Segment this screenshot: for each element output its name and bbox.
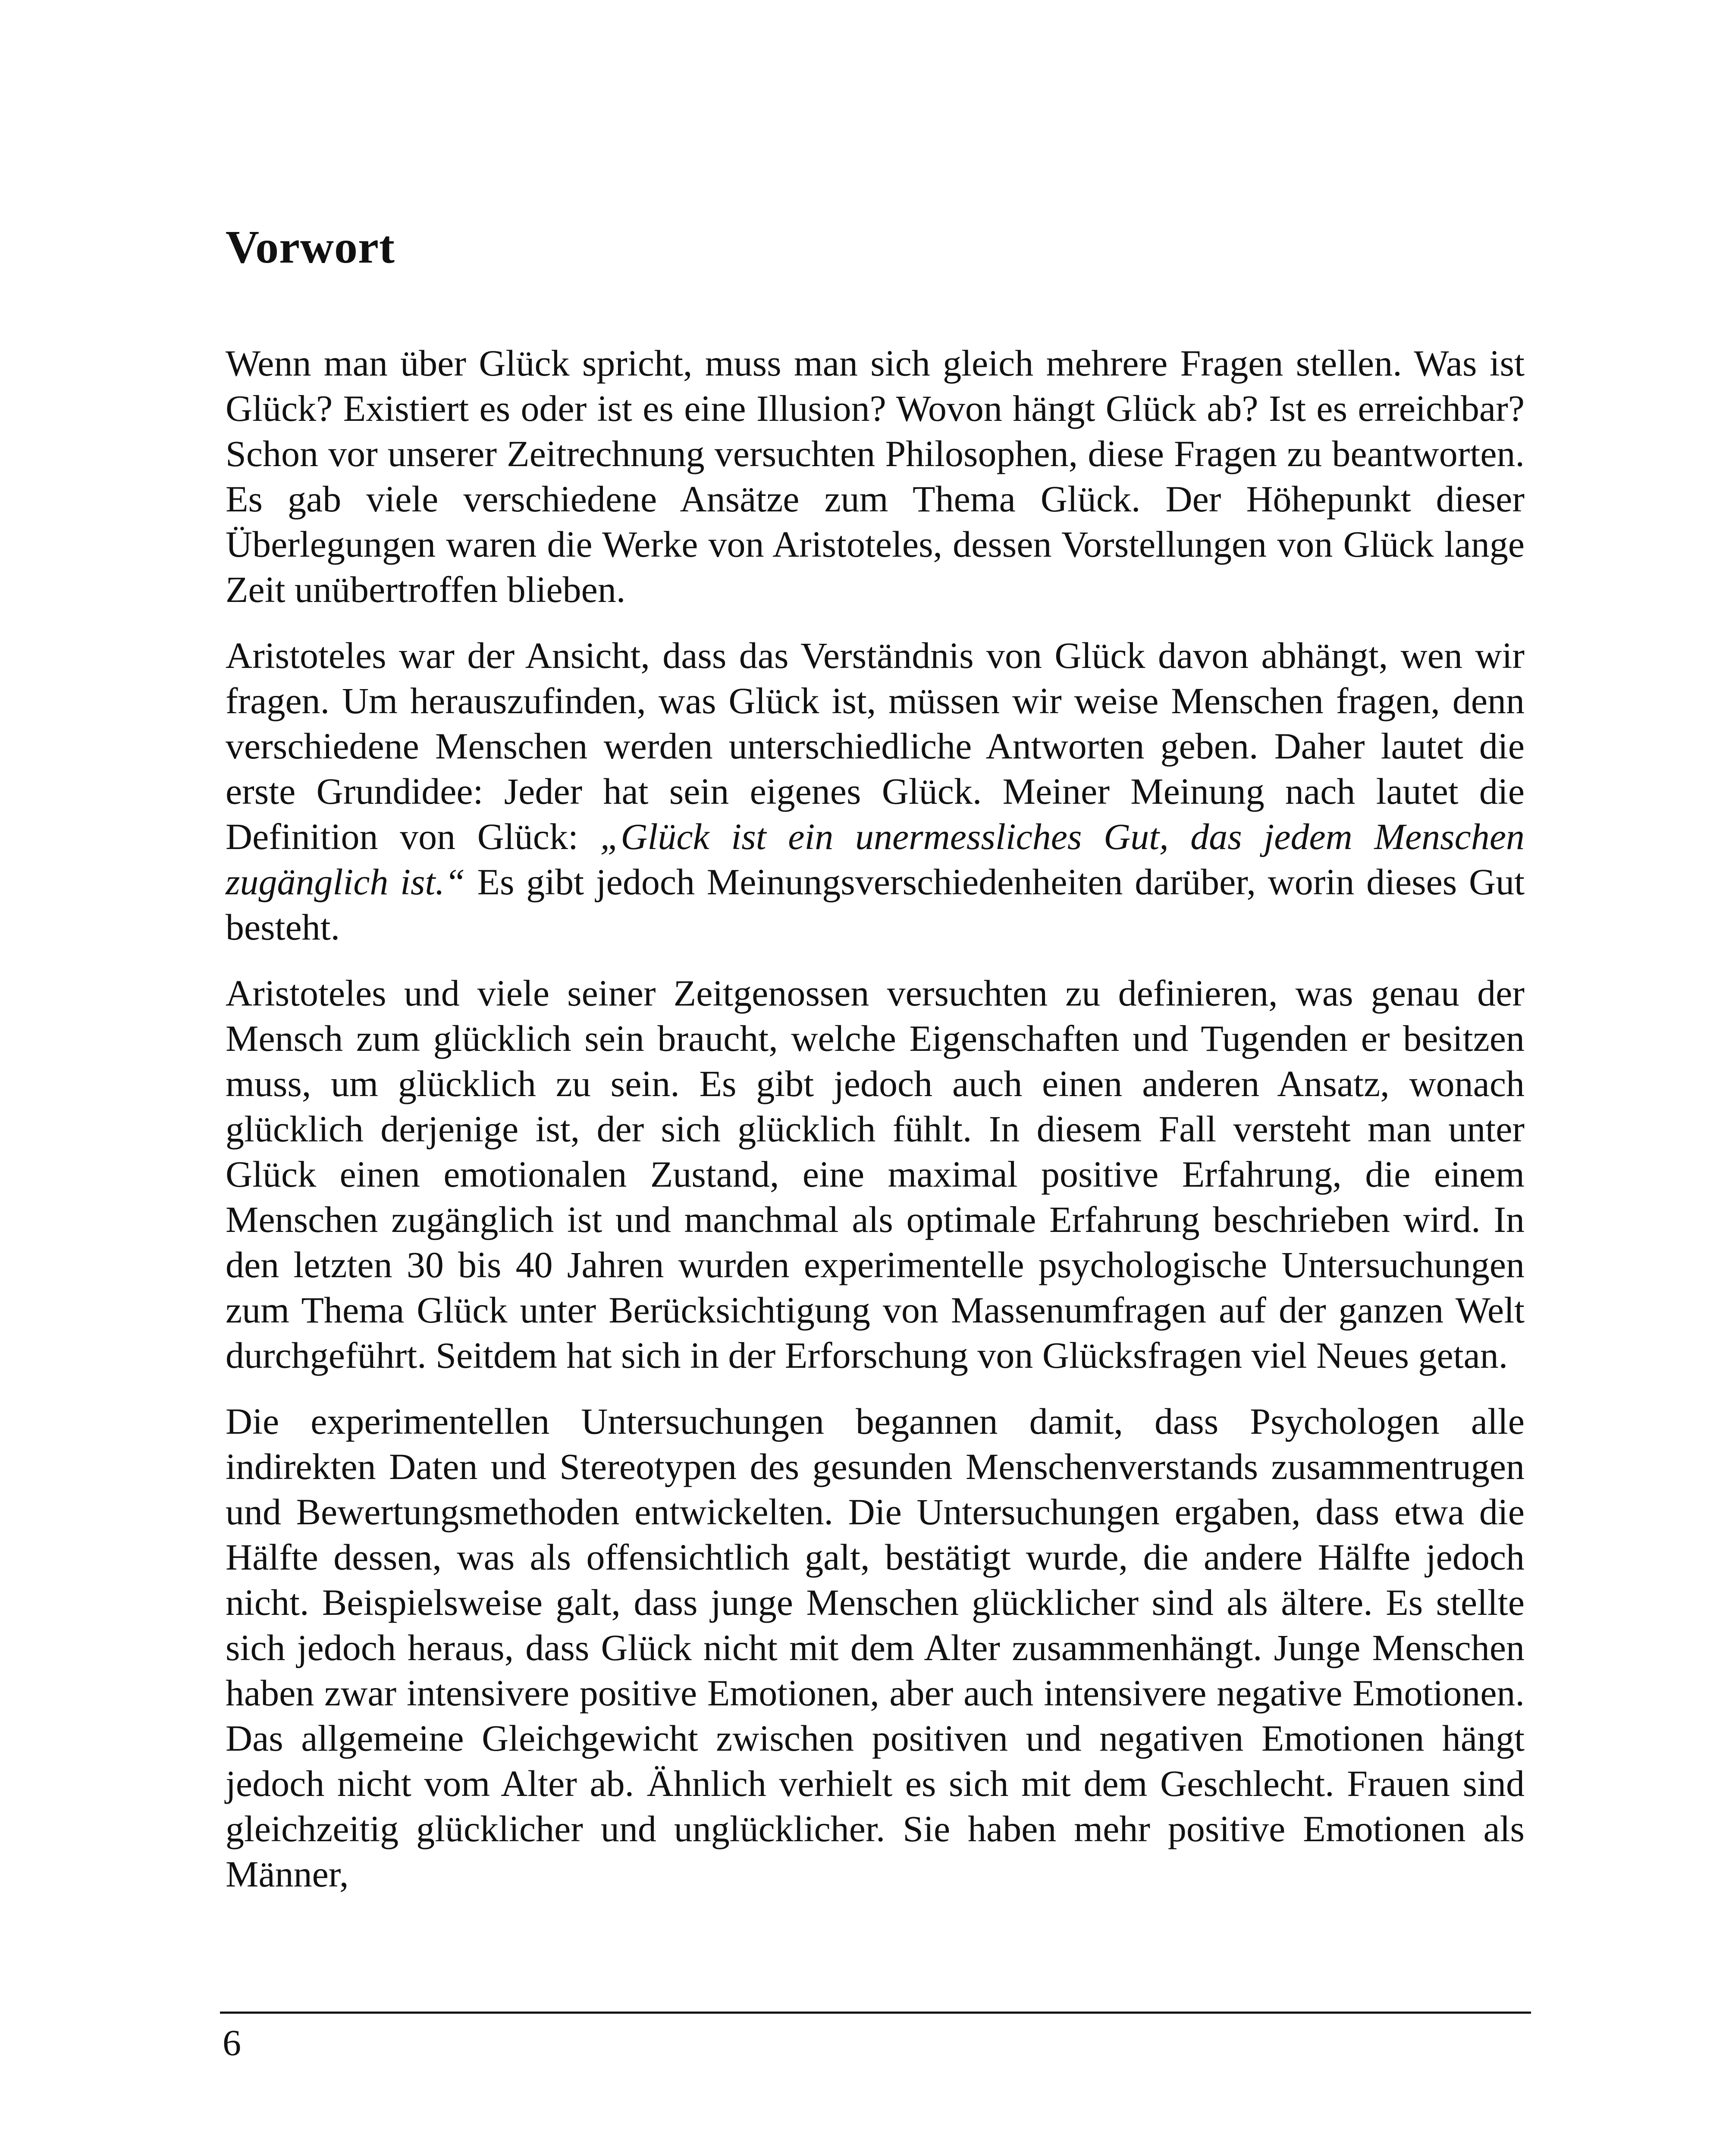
paragraph-1: Wenn man über Glück spricht, muss man sich gleich mehrere Fragen stellen. Was ist Glück? Existiert es oder ist es eine Illusion? Wovon hängt Glück ab? Ist es erreichbar? Schon vor unserer Zeitrechnung versuchten Philosophen, diese Fragen zu beantworten. Es gab viele verschiedene Ansätze zum Thema Glück. Der Höhepunkt dieser Überlegungen waren die Werke von Aristoteles, dessen Vorstellungen von Glück lange Zeit unübertroffen blieben. (226, 342, 1525, 610)
paragraph-2-text-before: Aristoteles war der Ansicht, dass das Verständnis von Glück davon abhängt, wen wir fragen. Um herauszufinden, was Glück ist, müssen wir weise Menschen fragen, denn verschiedene Menschen werden unterschiedliche Antworten geben. Daher lautet die erste Grundidee: Jeder hat sein eigenes Glück. Meiner Meinung nach lautet die Definition von Glück: (226, 635, 1525, 857)
paragraph-2 (226, 633, 1525, 950)
paragraph-2-quote: „Glück ist ein unermessliches Gut, das jedem Menschen zugänglich ist.“ (226, 816, 1525, 903)
footer-divider (220, 2012, 1531, 2014)
chapter-heading: Vorwort (226, 222, 395, 273)
page-number: 6 (223, 2022, 241, 2063)
paragraph-4: Die experimentellen Untersuchungen begannen damit, dass Psychologen alle indirekten Daten und Stereotypen des gesunden Menschenverstands zusammentrugen und Bewertungsmethoden entwickelten. Die Untersuchungen ergaben, dass etwa die Hälfte dessen, was als offensichtlich galt, bestätigt wurde, die andere Hälfte jedoch nicht. Beispielsweise galt, dass junge Menschen glücklicher sind als ältere. Es stellte sich jedoch heraus, dass Glück nicht mit dem Alter zusammenhängt. Junge Menschen haben zwar intensivere positive Emotionen, aber auch intensivere negative Emotionen. Das allgemeine Gleichgewicht zwischen positiven und negativen Emotionen hängt jedoch nicht vom Alter ab. Ähnlich verhielt es sich mit dem Geschlecht. Frauen sind gleichzeitig glücklicher und unglücklicher. Sie haben mehr positive Emotionen als Männer, (226, 1401, 1525, 1895)
paragraph-2-text-after: Es gibt jedoch Meinungsverschiedenheiten darüber, worin dieses Gut besteht. (226, 861, 1525, 948)
paragraph-3: Aristoteles und viele seiner Zeitgenossen versuchten zu definieren, was genau der Mensch zum glücklich sein braucht, welche Eigenschaften und Tugenden er besitzen muss, um glücklich zu sein. Es gibt jedoch auch einen anderen Ansatz, wonach glücklich derjenige ist, der sich glücklich fühlt. In diesem Fall versteht man unter Glück einen emotionalen Zustand, eine maximal positive Erfahrung, die einem Menschen zugänglich ist und manchmal als optimale Erfahrung beschrieben wird. In den letzten 30 bis 40 Jahren wurden experimentelle psychologische Untersuchungen zum Thema Glück unter Berücksichtigung von Massenumfragen auf der ganzen Welt durchgeführt. Seitdem hat sich in der Erforschung von Glücksfragen viel Neues getan. (226, 972, 1525, 1376)
body-text (226, 341, 1525, 1918)
